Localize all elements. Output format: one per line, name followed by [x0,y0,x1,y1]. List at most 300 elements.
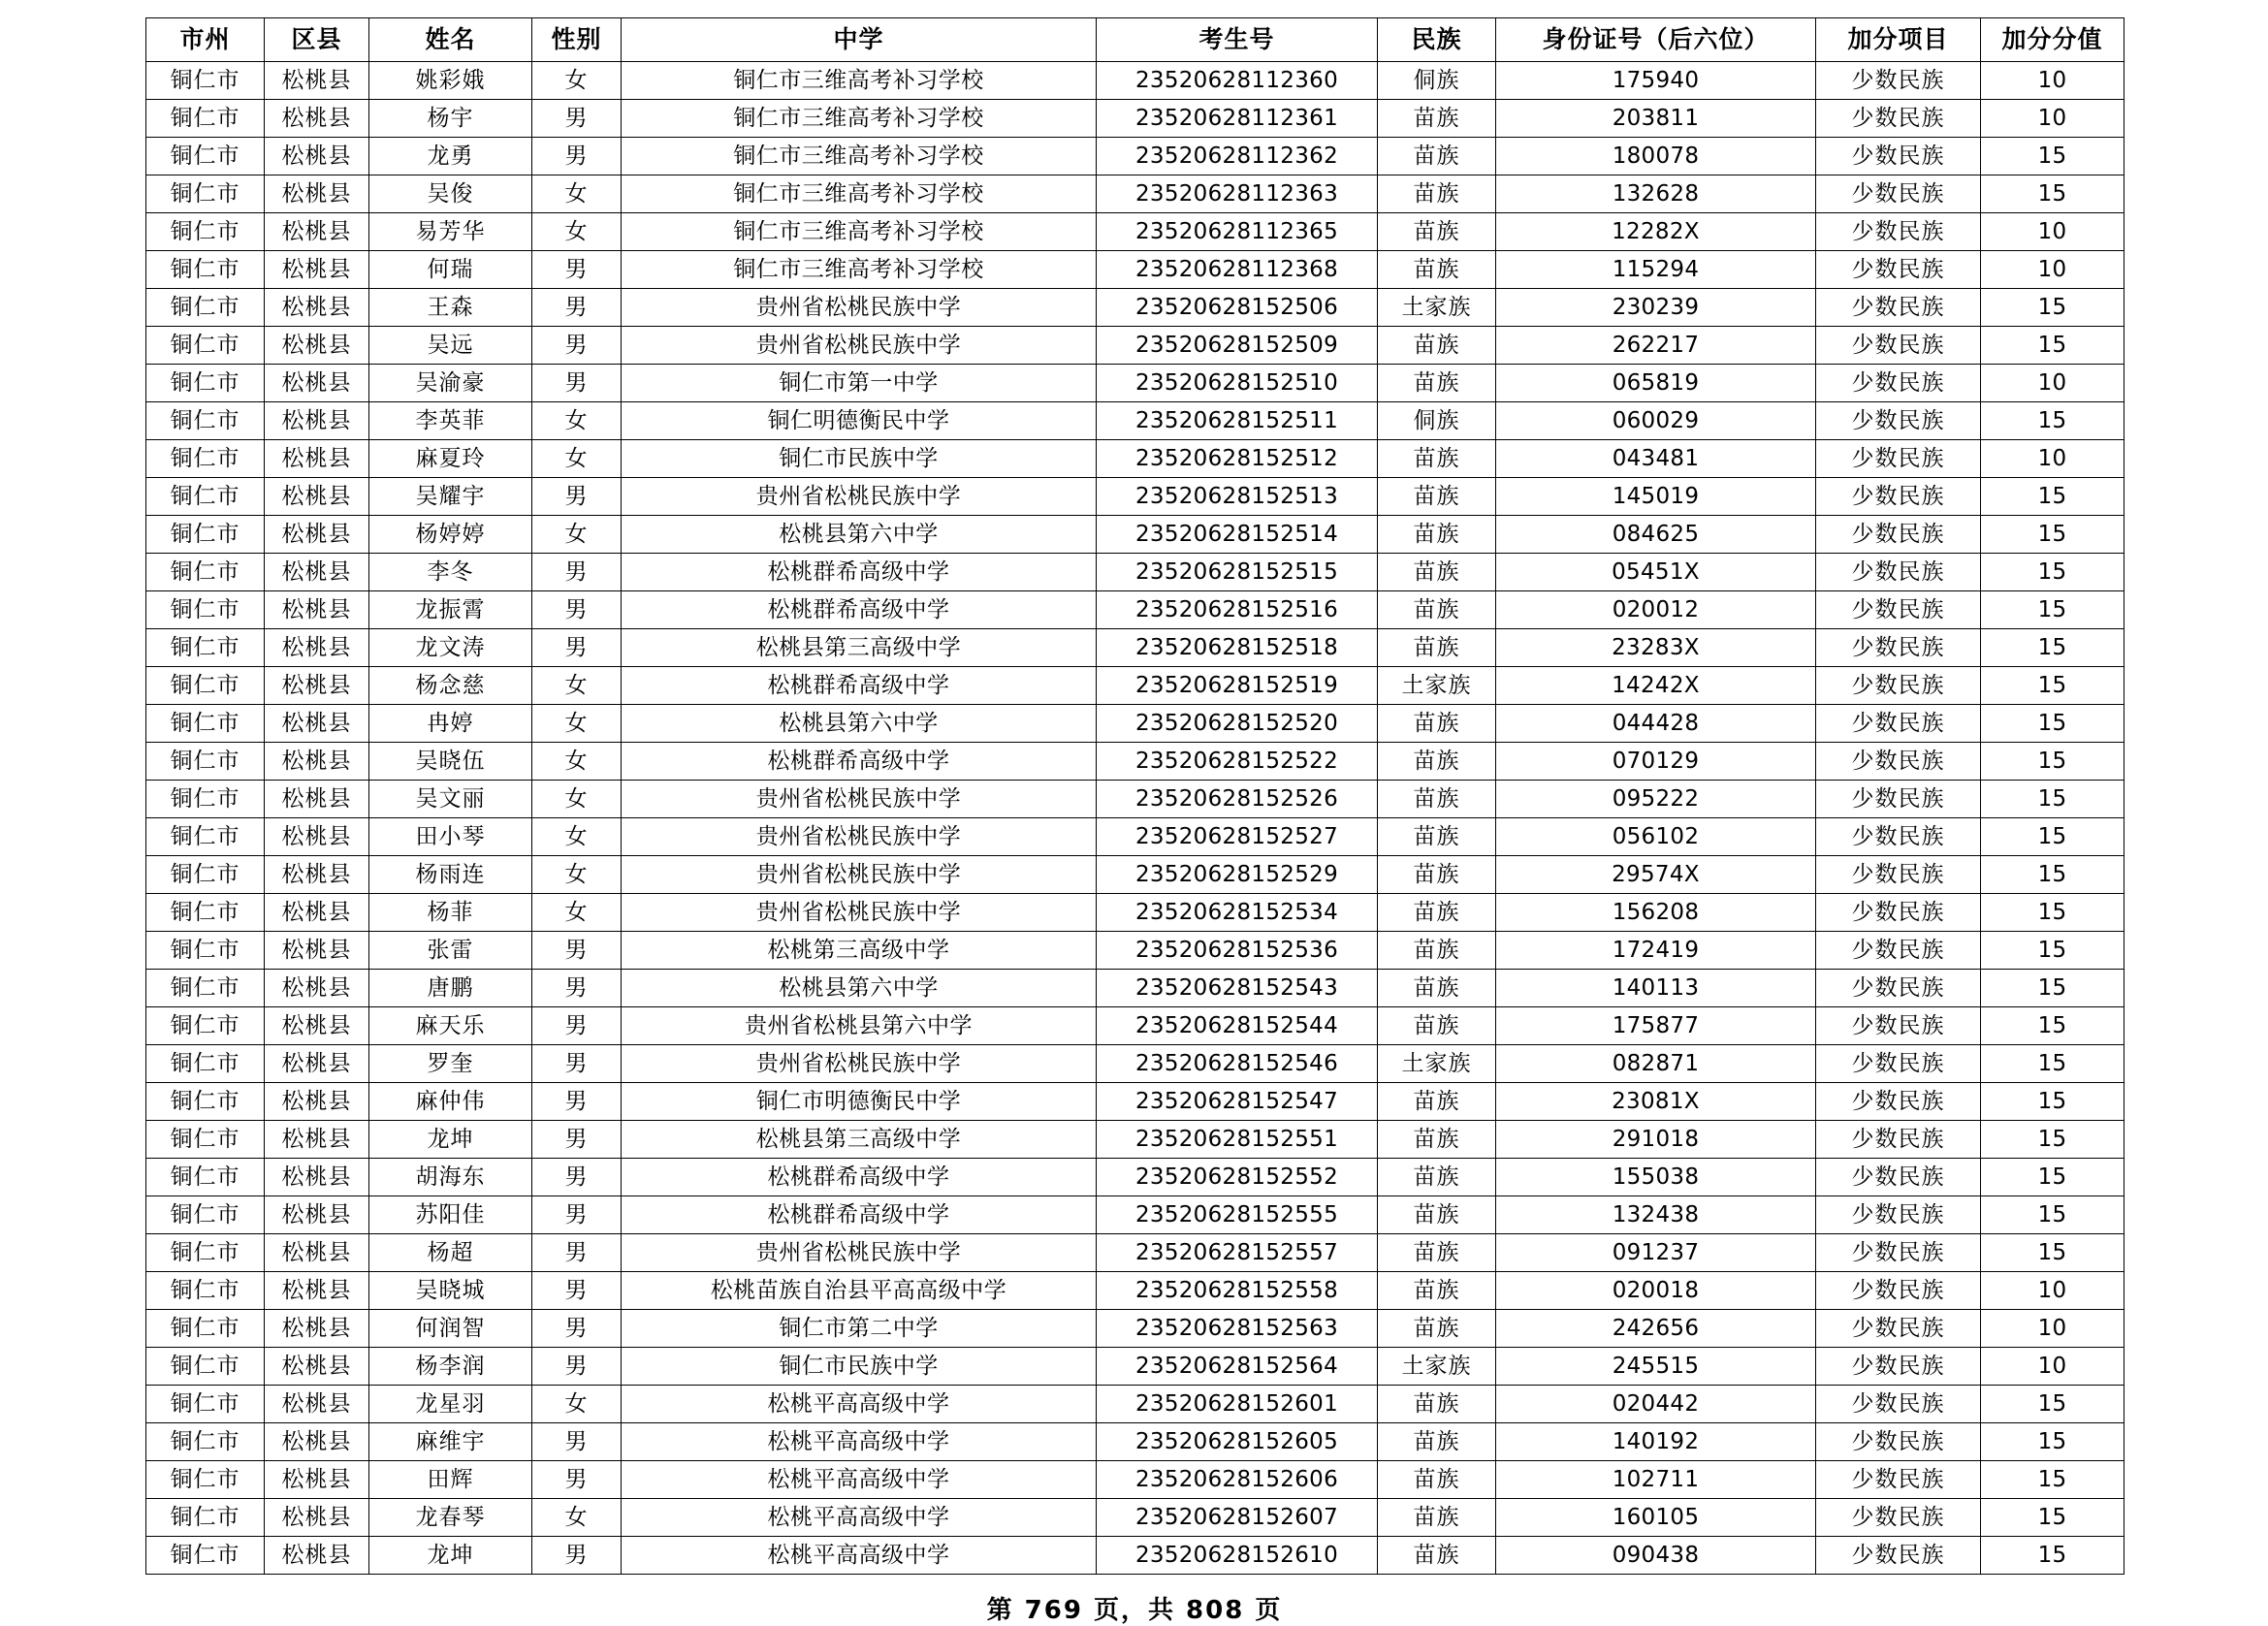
cell-county: 松桃县 [265,970,369,1007]
cell-gender: 男 [532,100,622,138]
cell-bonus-score: 15 [1981,138,2124,175]
cell-bonus-score: 10 [1981,62,2124,100]
cell-gender: 男 [532,327,622,365]
cell-exam-number: 23520628152519 [1097,667,1378,705]
cell-gender: 男 [532,1423,622,1461]
cell-name: 何润智 [369,1310,532,1348]
cell-city: 铜仁市 [146,516,265,554]
cell-id-last-six: 020012 [1496,591,1816,629]
cell-exam-number: 23520628152555 [1097,1196,1378,1234]
cell-county: 松桃县 [265,365,369,402]
cell-bonus-item: 少数民族 [1816,327,1981,365]
cell-gender: 男 [532,138,622,175]
cell-id-last-six: 242656 [1496,1310,1816,1348]
cell-gender: 男 [532,1272,622,1310]
table-row [146,62,2124,100]
cell-bonus-score: 15 [1981,1234,2124,1272]
table-row [146,629,2124,667]
cell-county: 松桃县 [265,440,369,478]
cell-exam-number: 23520628112361 [1097,100,1378,138]
cell-school: 铜仁市三维高考补习学校 [622,138,1097,175]
table-row [146,1083,2124,1121]
table-row [146,175,2124,213]
cell-school: 铜仁市第一中学 [622,365,1097,402]
cell-name: 吴俊 [369,175,532,213]
cell-bonus-item: 少数民族 [1816,1386,1981,1423]
cell-exam-number: 23520628152514 [1097,516,1378,554]
cell-name: 龙春琴 [369,1499,532,1537]
cell-school: 铜仁明德衡民中学 [622,402,1097,440]
cell-bonus-score: 15 [1981,856,2124,894]
cell-gender: 男 [532,1310,622,1348]
cell-name: 李冬 [369,554,532,591]
cell-bonus-score: 10 [1981,440,2124,478]
cell-id-last-six: 070129 [1496,743,1816,781]
cell-city: 铜仁市 [146,1007,265,1045]
cell-gender: 女 [532,440,622,478]
column-header-ethnicity: 民族 [1378,18,1496,62]
cell-bonus-item: 少数民族 [1816,1310,1981,1348]
cell-name: 龙星羽 [369,1386,532,1423]
cell-name: 冉婷 [369,705,532,743]
cell-exam-number: 23520628152534 [1097,894,1378,932]
cell-gender: 男 [532,970,622,1007]
cell-gender: 男 [532,1234,622,1272]
cell-bonus-item: 少数民族 [1816,1083,1981,1121]
cell-exam-number: 23520628152513 [1097,478,1378,516]
cell-county: 松桃县 [265,213,369,251]
cell-bonus-score: 10 [1981,213,2124,251]
cell-id-last-six: 044428 [1496,705,1816,743]
cell-bonus-item: 少数民族 [1816,894,1981,932]
cell-id-last-six: 140113 [1496,970,1816,1007]
cell-name: 杨念慈 [369,667,532,705]
cell-id-last-six: 043481 [1496,440,1816,478]
cell-name: 唐鹏 [369,970,532,1007]
cell-exam-number: 23520628152605 [1097,1423,1378,1461]
cell-name: 吴渝豪 [369,365,532,402]
table-row [146,1121,2124,1159]
cell-ethnicity: 苗族 [1378,818,1496,856]
cell-bonus-item: 少数民族 [1816,743,1981,781]
cell-exam-number: 23520628152536 [1097,932,1378,970]
cell-school: 铜仁市民族中学 [622,1348,1097,1386]
cell-ethnicity: 苗族 [1378,629,1496,667]
cell-bonus-score: 15 [1981,402,2124,440]
cell-exam-number: 23520628152546 [1097,1045,1378,1083]
cell-bonus-item: 少数民族 [1816,781,1981,818]
cell-gender: 男 [532,1083,622,1121]
cell-city: 铜仁市 [146,100,265,138]
cell-name: 姚彩娥 [369,62,532,100]
cell-city: 铜仁市 [146,251,265,289]
cell-gender: 女 [532,705,622,743]
cell-bonus-item: 少数民族 [1816,365,1981,402]
cell-county: 松桃县 [265,402,369,440]
cell-gender: 女 [532,213,622,251]
cell-school: 贵州省松桃民族中学 [622,781,1097,818]
cell-ethnicity: 苗族 [1378,1083,1496,1121]
table-row [146,932,2124,970]
table-row [146,1310,2124,1348]
cell-ethnicity: 侗族 [1378,402,1496,440]
cell-bonus-item: 少数民族 [1816,62,1981,100]
cell-ethnicity: 土家族 [1378,289,1496,327]
cell-city: 铜仁市 [146,440,265,478]
cell-name: 王森 [369,289,532,327]
cell-bonus-score: 15 [1981,781,2124,818]
cell-gender: 女 [532,516,622,554]
cell-name: 龙勇 [369,138,532,175]
cell-exam-number: 23520628152506 [1097,289,1378,327]
cell-gender: 女 [532,667,622,705]
cell-exam-number: 23520628112363 [1097,175,1378,213]
cell-city: 铜仁市 [146,970,265,1007]
cell-gender: 女 [532,856,622,894]
cell-ethnicity: 苗族 [1378,1461,1496,1499]
cell-name: 吴耀宇 [369,478,532,516]
cell-bonus-item: 少数民族 [1816,1499,1981,1537]
cell-bonus-item: 少数民族 [1816,554,1981,591]
column-header-county: 区县 [265,18,369,62]
cell-ethnicity: 苗族 [1378,365,1496,402]
cell-school: 贵州省松桃民族中学 [622,1234,1097,1272]
cell-ethnicity: 苗族 [1378,138,1496,175]
cell-bonus-score: 10 [1981,1310,2124,1348]
cell-city: 铜仁市 [146,62,265,100]
cell-city: 铜仁市 [146,1423,265,1461]
cell-school: 松桃第三高级中学 [622,932,1097,970]
cell-county: 松桃县 [265,251,369,289]
cell-exam-number: 23520628152511 [1097,402,1378,440]
cell-ethnicity: 苗族 [1378,327,1496,365]
cell-exam-number: 23520628152601 [1097,1386,1378,1423]
cell-name: 吴远 [369,327,532,365]
cell-bonus-score: 15 [1981,516,2124,554]
cell-id-last-six: 156208 [1496,894,1816,932]
cell-bonus-item: 少数民族 [1816,402,1981,440]
cell-name: 罗奎 [369,1045,532,1083]
cell-school: 铜仁市三维高考补习学校 [622,100,1097,138]
cell-ethnicity: 苗族 [1378,516,1496,554]
cell-id-last-six: 065819 [1496,365,1816,402]
cell-city: 铜仁市 [146,1537,265,1575]
column-header-exam-number: 考生号 [1097,18,1378,62]
cell-gender: 男 [532,932,622,970]
cell-school: 松桃群希高级中学 [622,667,1097,705]
cell-bonus-score: 15 [1981,1007,2124,1045]
cell-exam-number: 23520628152520 [1097,705,1378,743]
cell-gender: 女 [532,175,622,213]
cell-name: 田辉 [369,1461,532,1499]
cell-bonus-score: 15 [1981,705,2124,743]
cell-ethnicity: 苗族 [1378,856,1496,894]
cell-bonus-item: 少数民族 [1816,516,1981,554]
cell-gender: 男 [532,251,622,289]
cell-id-last-six: 115294 [1496,251,1816,289]
cell-name: 龙坤 [369,1537,532,1575]
cell-city: 铜仁市 [146,1159,265,1196]
cell-exam-number: 23520628152557 [1097,1234,1378,1272]
table-row [146,1272,2124,1310]
cell-county: 松桃县 [265,1423,369,1461]
cell-name: 吴晓城 [369,1272,532,1310]
cell-bonus-item: 少数民族 [1816,289,1981,327]
cell-school: 松桃平高高级中学 [622,1386,1097,1423]
table-row [146,743,2124,781]
cell-city: 铜仁市 [146,1045,265,1083]
column-header-bonus-score: 加分分值 [1981,18,2124,62]
cell-gender: 男 [532,289,622,327]
cell-id-last-six: 175940 [1496,62,1816,100]
cell-bonus-item: 少数民族 [1816,705,1981,743]
cell-city: 铜仁市 [146,667,265,705]
cell-exam-number: 23520628152518 [1097,629,1378,667]
cell-gender: 女 [532,1499,622,1537]
cell-bonus-item: 少数民族 [1816,1121,1981,1159]
table-row [146,970,2124,1007]
cell-city: 铜仁市 [146,138,265,175]
cell-school: 铜仁市三维高考补习学校 [622,62,1097,100]
cell-id-last-six: 29574X [1496,856,1816,894]
cell-id-last-six: 23081X [1496,1083,1816,1121]
table-row [146,1007,2124,1045]
cell-ethnicity: 苗族 [1378,1423,1496,1461]
cell-bonus-score: 15 [1981,1423,2124,1461]
cell-gender: 男 [532,1461,622,1499]
cell-exam-number: 23520628152551 [1097,1121,1378,1159]
cell-ethnicity: 苗族 [1378,1310,1496,1348]
table-row [146,402,2124,440]
cell-id-last-six: 084625 [1496,516,1816,554]
cell-id-last-six: 095222 [1496,781,1816,818]
cell-county: 松桃县 [265,781,369,818]
table-row [146,1045,2124,1083]
cell-ethnicity: 苗族 [1378,554,1496,591]
cell-id-last-six: 291018 [1496,1121,1816,1159]
cell-ethnicity: 苗族 [1378,1499,1496,1537]
cell-school: 松桃平高高级中学 [622,1461,1097,1499]
cell-school: 铜仁市三维高考补习学校 [622,213,1097,251]
cell-bonus-item: 少数民族 [1816,1007,1981,1045]
cell-exam-number: 23520628152529 [1097,856,1378,894]
cell-exam-number: 23520628152526 [1097,781,1378,818]
cell-bonus-score: 15 [1981,1499,2124,1537]
cell-county: 松桃县 [265,894,369,932]
table-row [146,705,2124,743]
cell-exam-number: 23520628152607 [1097,1499,1378,1537]
cell-gender: 女 [532,1386,622,1423]
cell-county: 松桃县 [265,1537,369,1575]
cell-bonus-item: 少数民族 [1816,818,1981,856]
cell-name: 杨雨连 [369,856,532,894]
table-row [146,1537,2124,1575]
cell-id-last-six: 160105 [1496,1499,1816,1537]
cell-city: 铜仁市 [146,1083,265,1121]
cell-ethnicity: 苗族 [1378,478,1496,516]
cell-bonus-score: 15 [1981,1196,2124,1234]
cell-school: 松桃群希高级中学 [622,743,1097,781]
cell-county: 松桃县 [265,1121,369,1159]
cell-exam-number: 23520628152543 [1097,970,1378,1007]
cell-gender: 男 [532,629,622,667]
cell-bonus-score: 15 [1981,629,2124,667]
cell-id-last-six: 12282X [1496,213,1816,251]
cell-id-last-six: 140192 [1496,1423,1816,1461]
cell-county: 松桃县 [265,743,369,781]
bonus-points-roster-table [145,17,2124,1575]
cell-name: 田小琴 [369,818,532,856]
table-header-row [146,18,2124,62]
cell-id-last-six: 060029 [1496,402,1816,440]
cell-school: 铜仁市三维高考补习学校 [622,175,1097,213]
table-row [146,818,2124,856]
cell-city: 铜仁市 [146,781,265,818]
cell-ethnicity: 苗族 [1378,591,1496,629]
cell-city: 铜仁市 [146,1386,265,1423]
cell-exam-number: 23520628112368 [1097,251,1378,289]
cell-bonus-score: 10 [1981,1348,2124,1386]
cell-county: 松桃县 [265,932,369,970]
cell-ethnicity: 苗族 [1378,894,1496,932]
table-row [146,365,2124,402]
cell-gender: 男 [532,1045,622,1083]
cell-bonus-item: 少数民族 [1816,970,1981,1007]
cell-exam-number: 23520628152510 [1097,365,1378,402]
table-row [146,251,2124,289]
cell-county: 松桃县 [265,554,369,591]
cell-bonus-item: 少数民族 [1816,213,1981,251]
cell-ethnicity: 苗族 [1378,743,1496,781]
cell-bonus-item: 少数民族 [1816,856,1981,894]
cell-name: 李英菲 [369,402,532,440]
cell-school: 松桃苗族自治县平高高级中学 [622,1272,1097,1310]
cell-id-last-six: 091237 [1496,1234,1816,1272]
cell-ethnicity: 苗族 [1378,175,1496,213]
cell-bonus-score: 15 [1981,1083,2124,1121]
cell-bonus-item: 少数民族 [1816,1272,1981,1310]
cell-school: 松桃平高高级中学 [622,1499,1097,1537]
cell-bonus-score: 15 [1981,1121,2124,1159]
cell-ethnicity: 苗族 [1378,100,1496,138]
cell-name: 龙坤 [369,1121,532,1159]
cell-bonus-score: 15 [1981,591,2124,629]
cell-exam-number: 23520628152564 [1097,1348,1378,1386]
table-row [146,1348,2124,1386]
cell-bonus-score: 15 [1981,1537,2124,1575]
cell-county: 松桃县 [265,1310,369,1348]
cell-ethnicity: 侗族 [1378,62,1496,100]
cell-gender: 男 [532,478,622,516]
cell-city: 铜仁市 [146,327,265,365]
cell-ethnicity: 苗族 [1378,1537,1496,1575]
cell-exam-number: 23520628112365 [1097,213,1378,251]
column-header-school: 中学 [622,18,1097,62]
cell-bonus-item: 少数民族 [1816,1348,1981,1386]
cell-bonus-item: 少数民族 [1816,251,1981,289]
table-row [146,1196,2124,1234]
cell-bonus-score: 15 [1981,932,2124,970]
table-row [146,667,2124,705]
cell-bonus-score: 15 [1981,327,2124,365]
cell-school: 贵州省松桃民族中学 [622,478,1097,516]
cell-ethnicity: 苗族 [1378,213,1496,251]
cell-id-last-six: 132438 [1496,1196,1816,1234]
cell-bonus-score: 10 [1981,251,2124,289]
cell-school: 贵州省松桃民族中学 [622,894,1097,932]
cell-exam-number: 23520628112362 [1097,138,1378,175]
cell-name: 麻仲伟 [369,1083,532,1121]
cell-exam-number: 23520628152515 [1097,554,1378,591]
cell-bonus-score: 15 [1981,1159,2124,1196]
cell-bonus-item: 少数民族 [1816,1537,1981,1575]
cell-gender: 男 [532,1159,622,1196]
cell-bonus-item: 少数民族 [1816,100,1981,138]
table-row [146,894,2124,932]
cell-school: 松桃县第六中学 [622,705,1097,743]
cell-ethnicity: 苗族 [1378,1196,1496,1234]
cell-bonus-score: 15 [1981,554,2124,591]
cell-bonus-score: 15 [1981,818,2124,856]
cell-school: 贵州省松桃民族中学 [622,289,1097,327]
cell-name: 龙振霄 [369,591,532,629]
cell-school: 贵州省松桃县第六中学 [622,1007,1097,1045]
cell-ethnicity: 苗族 [1378,1007,1496,1045]
table-row [146,478,2124,516]
cell-name: 杨李润 [369,1348,532,1386]
cell-ethnicity: 苗族 [1378,1159,1496,1196]
cell-gender: 男 [532,365,622,402]
page-footer: 第 769 页，共 808 页 [986,1596,1283,1625]
cell-county: 松桃县 [265,1461,369,1499]
cell-id-last-six: 020018 [1496,1272,1816,1310]
cell-ethnicity: 土家族 [1378,1045,1496,1083]
cell-school: 松桃群希高级中学 [622,554,1097,591]
cell-bonus-item: 少数民族 [1816,1234,1981,1272]
cell-name: 何瑞 [369,251,532,289]
cell-bonus-item: 少数民族 [1816,667,1981,705]
cell-county: 松桃县 [265,100,369,138]
table-row [146,289,2124,327]
cell-county: 松桃县 [265,1007,369,1045]
table-body [146,62,2124,1575]
cell-city: 铜仁市 [146,1272,265,1310]
cell-county: 松桃县 [265,856,369,894]
cell-school: 松桃平高高级中学 [622,1423,1097,1461]
cell-name: 吴晓伍 [369,743,532,781]
cell-exam-number: 23520628152512 [1097,440,1378,478]
cell-id-last-six: 203811 [1496,100,1816,138]
cell-city: 铜仁市 [146,1196,265,1234]
column-header-name: 姓名 [369,18,532,62]
column-header-id-last-six: 身份证号（后六位） [1496,18,1816,62]
cell-county: 松桃县 [265,1348,369,1386]
cell-id-last-six: 090438 [1496,1537,1816,1575]
cell-county: 松桃县 [265,62,369,100]
cell-exam-number: 23520628152606 [1097,1461,1378,1499]
cell-school: 松桃县第六中学 [622,970,1097,1007]
table-row [146,100,2124,138]
cell-school: 贵州省松桃民族中学 [622,327,1097,365]
column-header-city: 市州 [146,18,265,62]
cell-county: 松桃县 [265,1196,369,1234]
table-row [146,1461,2124,1499]
cell-city: 铜仁市 [146,554,265,591]
cell-bonus-score: 15 [1981,743,2124,781]
cell-bonus-score: 15 [1981,970,2124,1007]
cell-bonus-item: 少数民族 [1816,478,1981,516]
cell-school: 铜仁市第二中学 [622,1310,1097,1348]
